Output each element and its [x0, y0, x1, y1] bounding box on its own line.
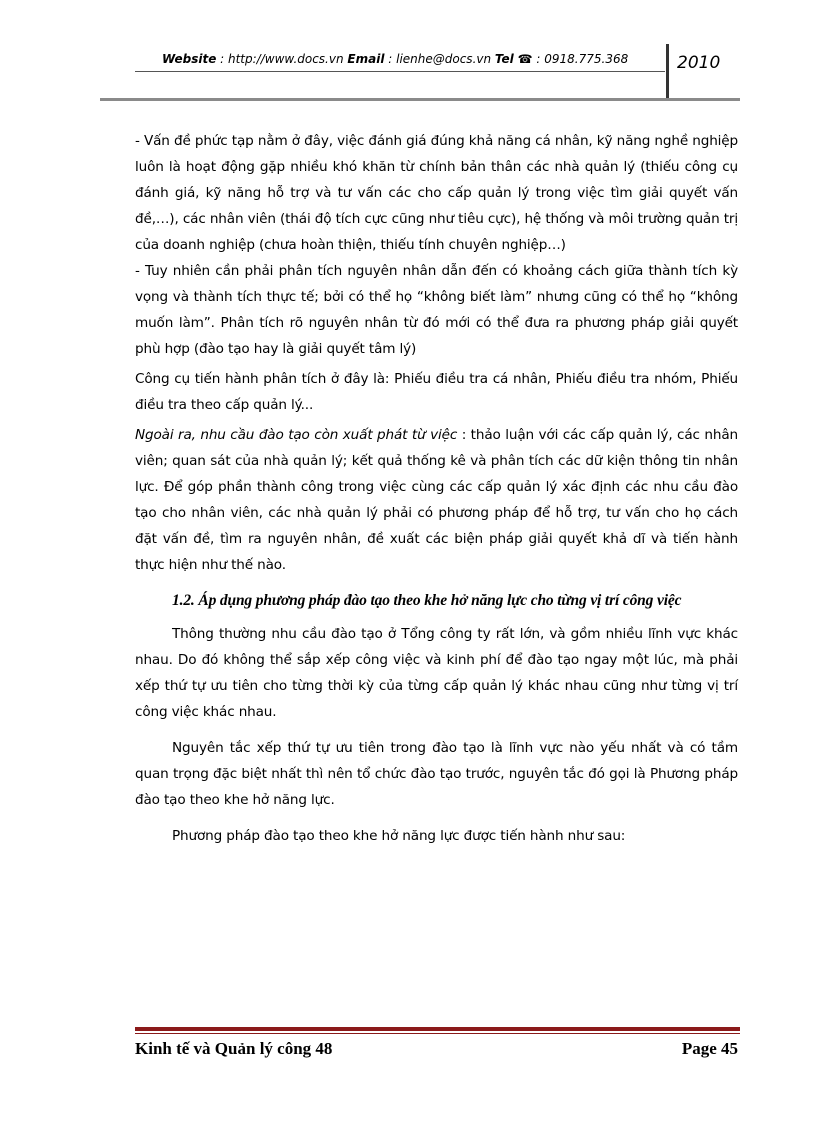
website-label: Website — [162, 52, 217, 66]
paragraph-4-lead: Ngoài ra, nhu cầu đào tạo còn xuất phát từ việc — [135, 427, 458, 443]
page-header-contact — [162, 52, 628, 66]
tel-label: Tel — [494, 52, 514, 66]
paragraph-4 — [135, 422, 738, 578]
website-value: : http://www.docs.vn — [216, 52, 348, 66]
section-heading: 1.2. Áp dụng phương pháp đào tạo theo khe hở năng lực cho từng vị trí công việc — [172, 592, 682, 609]
paragraph-1: - Vấn đề phức tạp nằm ở đây, việc đánh giá đúng khả năng cá nhân, kỹ năng nghề nghiệp luôn là hoạt động gặp nhiều khó khăn từ chính bản thân các nhà quản lý (thiếu công cụ đánh giá, kỹ năng hỗ trợ và tư vấn các cho cấp quản lý trong việc tìm giải quyết vấn đề,…), các nhân viên (thái độ tích cực cũng như tiêu cực), hệ thống và môi trường quản trị của doanh nghiệp (chưa hoàn thiện, thiếu tính chuyên nghiệp…) — [135, 133, 738, 253]
document-body — [135, 128, 738, 849]
header-vertical-divider — [666, 44, 669, 100]
footer-publication: Kinh tế và Quản lý công 48 — [135, 1039, 333, 1058]
paragraph-7: Phương pháp đào tạo theo khe hở năng lực được tiến hành như sau: — [172, 828, 626, 844]
paragraph-5: Thông thường nhu cầu đào tạo ở Tổng công ty rất lớn, và gồm nhiều lĩnh vực khác nhau. Do đó không thể sắp xếp công việc và kinh phí để đào tạo ngay một lúc, mà phải xếp thứ tự ưu tiên cho từng thời kỳ của từng cấp quản lý khác nhau cũng như từng vị trí công việc khác nhau. — [135, 626, 738, 720]
footer-divider-thin — [135, 1033, 740, 1034]
phone-icon: ☎ — [517, 52, 533, 66]
email-label: Email — [347, 52, 385, 66]
header-year: 2010 — [677, 53, 721, 73]
email-value: : lienhe@docs.vn — [384, 52, 495, 66]
header-divider-thin — [135, 71, 665, 72]
header-divider-thick — [100, 98, 740, 101]
tel-value: : 0918.775.368 — [532, 52, 629, 66]
footer-page-number: Page 45 — [681, 1039, 738, 1058]
footer-divider-thick — [135, 1027, 740, 1031]
paragraph-6: Nguyên tắc xếp thứ tự ưu tiên trong đào tạo là lĩnh vực nào yếu nhất và có tầm quan trọng đặc biệt nhất thì nên tổ chức đào tạo trước, nguyên tắc đó gọi là Phương pháp đào tạo theo khe hở năng lực. — [135, 740, 738, 808]
paragraph-4-rest: : thảo luận với các cấp quản lý, các nhân viên; quan sát của nhà quản lý; kết quả thống kê và phân tích các dữ kiện thông tin nhân lực. Để góp phần thành công trong việc cùng các cấp quản lý xác định các nhu cầu đào tạo cho nhân viên, các nhà quản lý phải có phương pháp để hỗ trợ, tư vấn cho họ cách đặt vấn đề, tìm ra nguyên nhân, đề xuất các biện pháp giải quyết khả dĩ và tiến hành thực hiện như thế nào. — [135, 427, 738, 573]
paragraph-2: - Tuy nhiên cần phải phân tích nguyên nhân dẫn đến có khoảng cách giữa thành tích kỳ vọng và thành tích thực tế; bởi có thể họ “không biết làm” nhưng cũng có thể họ “không muốn làm”. Phân tích rõ nguyên nhân từ đó mới có thể đưa ra phương pháp giải quyết phù hợp (đào tạo hay là giải quyết tâm lý) — [135, 263, 738, 357]
paragraph-3: Công cụ tiến hành phân tích ở đây là: Phiếu điều tra cá nhân, Phiếu điều tra nhóm, Phiếu điều tra theo cấp quản lý... — [135, 371, 738, 413]
